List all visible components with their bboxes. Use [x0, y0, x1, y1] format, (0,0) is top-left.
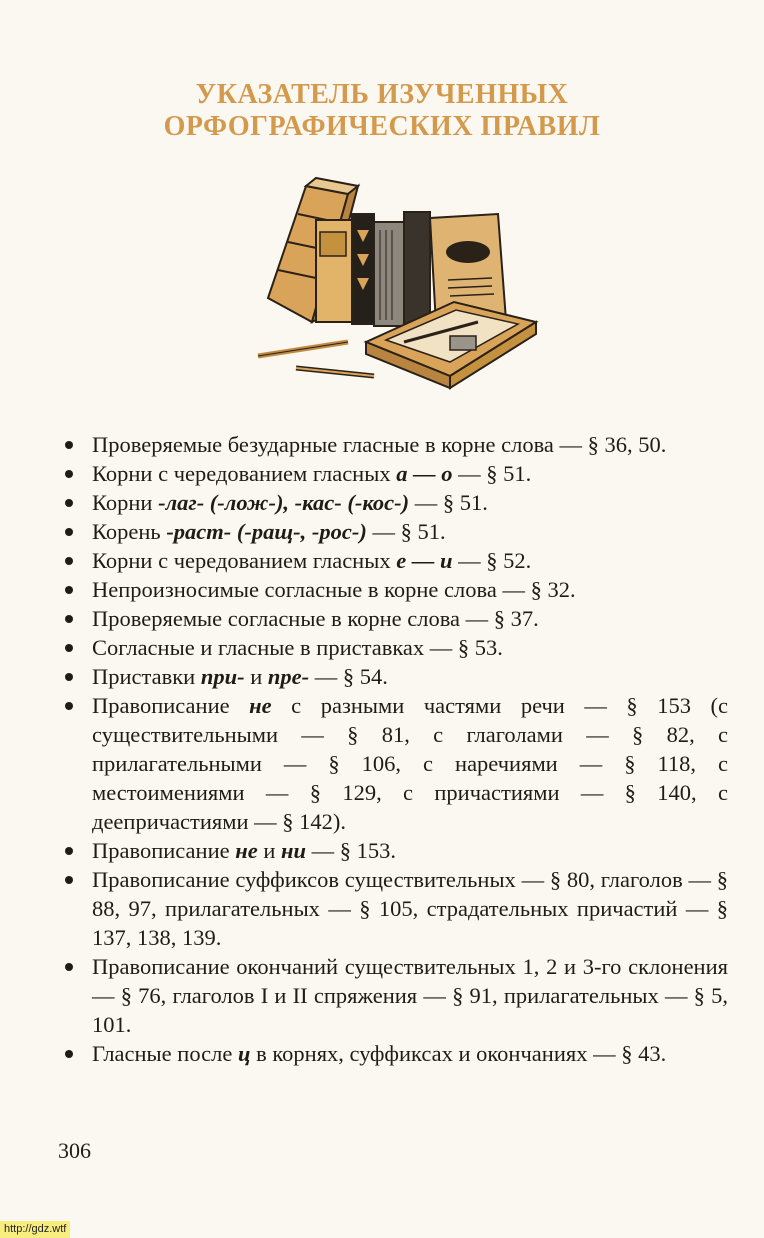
- list-item: Непроизносимые согласные в корне слова — § 32.: [60, 575, 728, 604]
- page-number: 306: [58, 1138, 91, 1163]
- books-and-pencil-box-icon: [254, 170, 544, 390]
- list-item: Гласные после ц в корнях, суффиксах и окончаниях — § 43.: [60, 1039, 728, 1068]
- list-item: Корни -лаг- (-лож-), -кас- (-кос-) — § 51.: [60, 488, 728, 517]
- list-item: Проверяемые согласные в корне слова — § 37.: [60, 604, 728, 633]
- page-title: [0, 79, 764, 143]
- title-line-2: ОРФОГРАФИЧЕСКИХ ПРАВИЛ: [163, 110, 601, 142]
- list-item: Правописание суффиксов существительных — § 80, глаголов — § 88, 97, прилагательных — § 105, страдательных причастий — § 137, 138, 139.: [60, 865, 728, 952]
- list-item: Приставки при- и пре- — § 54.: [60, 662, 728, 691]
- list-item: Согласные и гласные в приставках — § 53.: [60, 633, 728, 662]
- list-item: Правописание окончаний существительных 1, 2 и 3-го склонения — § 76, глаголов I и II спряжения — § 91, прилагательных — § 5, 101.: [60, 952, 728, 1039]
- site-link[interactable]: http://gdz.wtf: [0, 1221, 70, 1238]
- list-item: Правописание не с разными частями речи — § 153 (с существительными — § 81, с глаголами — § 82, с прилагательными — § 106, с наречиями — § 118, с местоимениями — § 129, с причастиями — § 140, с деепричастиями — § 142).: [60, 691, 728, 836]
- title-line-1: УКАЗАТЕЛЬ ИЗУЧЕННЫХ: [195, 78, 569, 110]
- list-item: Проверяемые безударные гласные в корне слова — § 36, 50.: [60, 430, 728, 459]
- rules-list: [60, 430, 728, 1068]
- list-item: Корень -раст- (-ращ-, -рос-) — § 51.: [60, 517, 728, 546]
- list-item: Корни с чередованием гласных е — и — § 52.: [60, 546, 728, 575]
- list-item: Корни с чередованием гласных а — о — § 51.: [60, 459, 728, 488]
- list-item: Правописание не и ни — § 153.: [60, 836, 728, 865]
